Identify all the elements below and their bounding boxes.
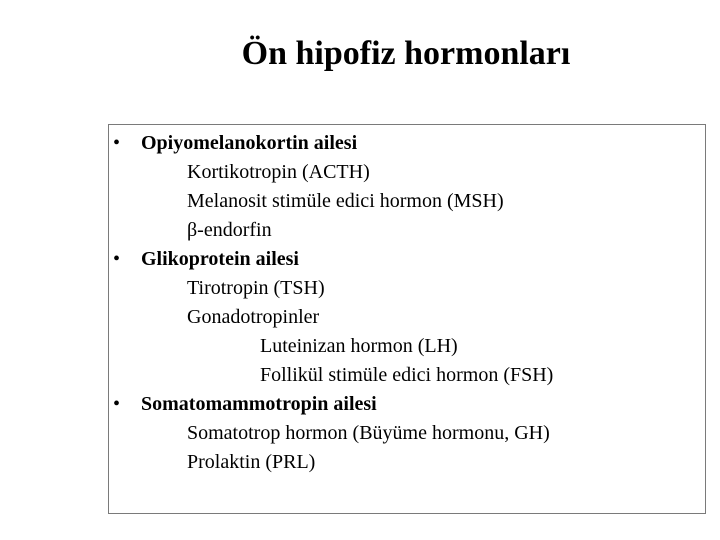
list-item: Tirotropin (TSH) <box>187 277 325 299</box>
group-somatomammotropin <box>113 390 377 418</box>
content-box <box>108 124 706 514</box>
bullet-icon: • <box>113 248 121 270</box>
group-label: Opiyomelanokortin ailesi <box>141 132 358 154</box>
group-glikoprotein <box>113 245 299 273</box>
list-item: Prolaktin (PRL) <box>187 451 316 473</box>
bullet-icon: • <box>113 132 121 154</box>
group-label: Somatomammotropin ailesi <box>141 393 377 415</box>
list-item: Somatotrop hormon (Büyüme hormonu, GH) <box>187 422 550 444</box>
sub-list-item: Luteinizan hormon (LH) <box>260 335 458 357</box>
sub-list-item: Follikül stimüle edici hormon (FSH) <box>260 364 554 386</box>
list-item: β-endorfin <box>187 219 272 241</box>
bullet-icon: • <box>113 393 121 415</box>
list-item: Gonadotropinler <box>187 306 320 328</box>
slide-title: Ön hipofiz hormonları <box>241 35 571 72</box>
list-item: Kortikotropin (ACTH) <box>187 161 370 183</box>
list-item: Melanosit stimüle edici hormon (MSH) <box>187 190 504 212</box>
group-opiyomelanokortin <box>113 129 358 157</box>
group-label: Glikoprotein ailesi <box>141 248 299 270</box>
